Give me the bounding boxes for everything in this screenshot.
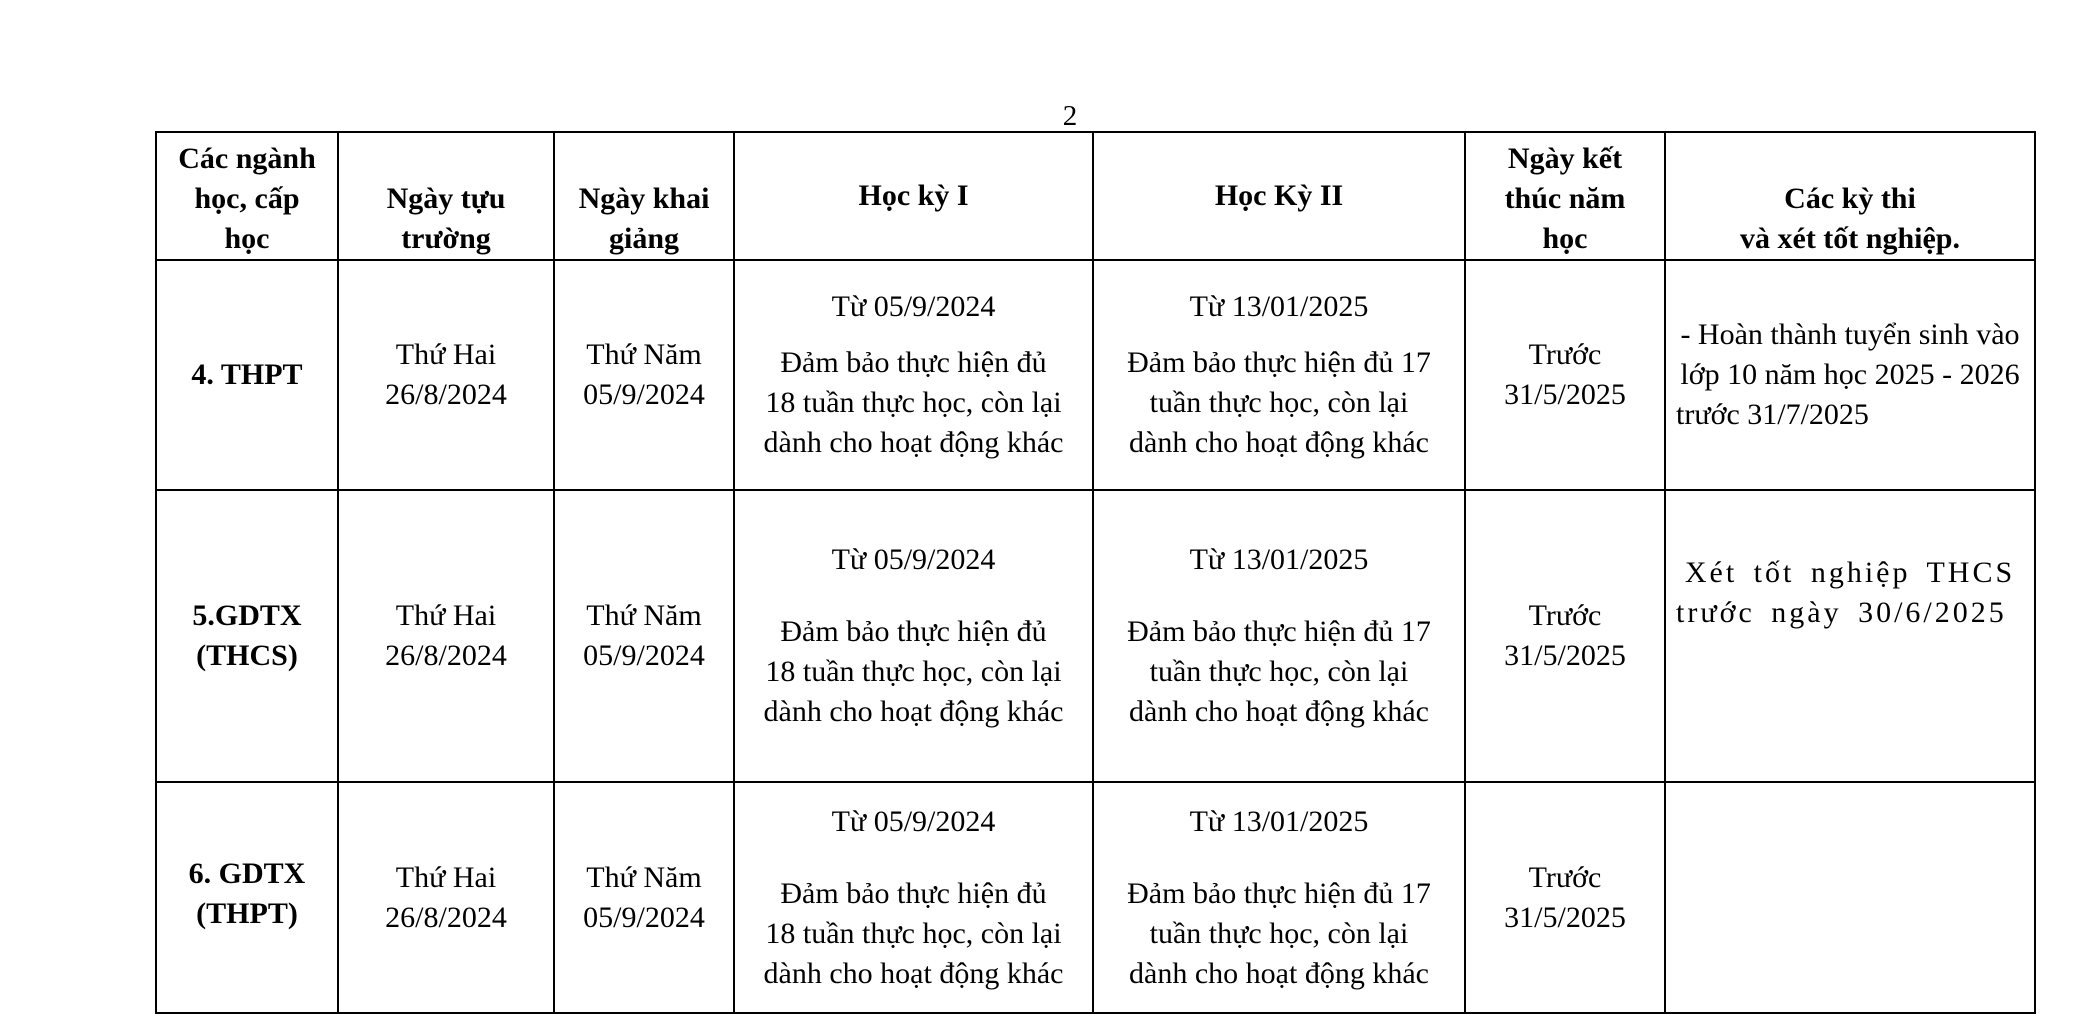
semester-1-cell: Từ 05/9/2024 Đảm bảo thực hiện đủ 18 tuần thực học, còn lại dành cho hoạt động khác (734, 782, 1093, 1013)
header-year-end: Ngày kết thúc năm học (1465, 132, 1665, 260)
gathering-cell: Thứ Hai 26/8/2024 (338, 782, 554, 1013)
exams-cell: Xét tốt nghiệp THCS trước ngày 30/6/2025 (1665, 490, 2035, 782)
table-header-row (156, 132, 2035, 260)
header-semester-1: Học kỳ I (734, 132, 1093, 260)
level-cell: 4. THPT (156, 260, 338, 490)
opening-cell: Thứ Năm 05/9/2024 (554, 490, 734, 782)
semester-1-cell: Từ 05/9/2024 Đảm bảo thực hiện đủ 18 tuần thực học, còn lại dành cho hoạt động khác (734, 260, 1093, 490)
exams-cell (1665, 782, 2035, 1013)
semester-2-cell: Từ 13/01/2025 Đảm bảo thực hiện đủ 17 tuần thực học, còn lại dành cho hoạt động khác (1093, 260, 1465, 490)
semester-2-cell: Từ 13/01/2025 Đảm bảo thực hiện đủ 17 tuần thực học, còn lại dành cho hoạt động khác (1093, 782, 1465, 1013)
page-number: 2 (1062, 100, 1078, 132)
header-level: Các ngành học, cấp học (156, 132, 338, 260)
school-year-schedule-table (155, 131, 2036, 1014)
table-row (156, 490, 2035, 782)
header-opening-day: Ngày khai giảng (554, 132, 734, 260)
opening-cell: Thứ Năm 05/9/2024 (554, 260, 734, 490)
header-semester-2: Học Kỳ II (1093, 132, 1465, 260)
level-cell: 5.GDTX (THCS) (156, 490, 338, 782)
opening-cell: Thứ Năm 05/9/2024 (554, 782, 734, 1013)
exams-cell: - Hoàn thành tuyển sinh vào lớp 10 năm học 2025 - 2026 trước 31/7/2025 (1665, 260, 2035, 490)
gathering-cell: Thứ Hai 26/8/2024 (338, 260, 554, 490)
header-exams: Các kỳ thi và xét tốt nghiệp. (1665, 132, 2035, 260)
table-row (156, 260, 2035, 490)
year-end-cell: Trước 31/5/2025 (1465, 782, 1665, 1013)
semester-2-cell: Từ 13/01/2025 Đảm bảo thực hiện đủ 17 tuần thực học, còn lại dành cho hoạt động khác (1093, 490, 1465, 782)
header-gathering-day: Ngày tựu trường (338, 132, 554, 260)
gathering-cell: Thứ Hai 26/8/2024 (338, 490, 554, 782)
year-end-cell: Trước 31/5/2025 (1465, 490, 1665, 782)
table-row (156, 782, 2035, 1013)
level-cell: 6. GDTX (THPT) (156, 782, 338, 1013)
year-end-cell: Trước 31/5/2025 (1465, 260, 1665, 490)
semester-1-cell: Từ 05/9/2024 Đảm bảo thực hiện đủ 18 tuần thực học, còn lại dành cho hoạt động khác (734, 490, 1093, 782)
